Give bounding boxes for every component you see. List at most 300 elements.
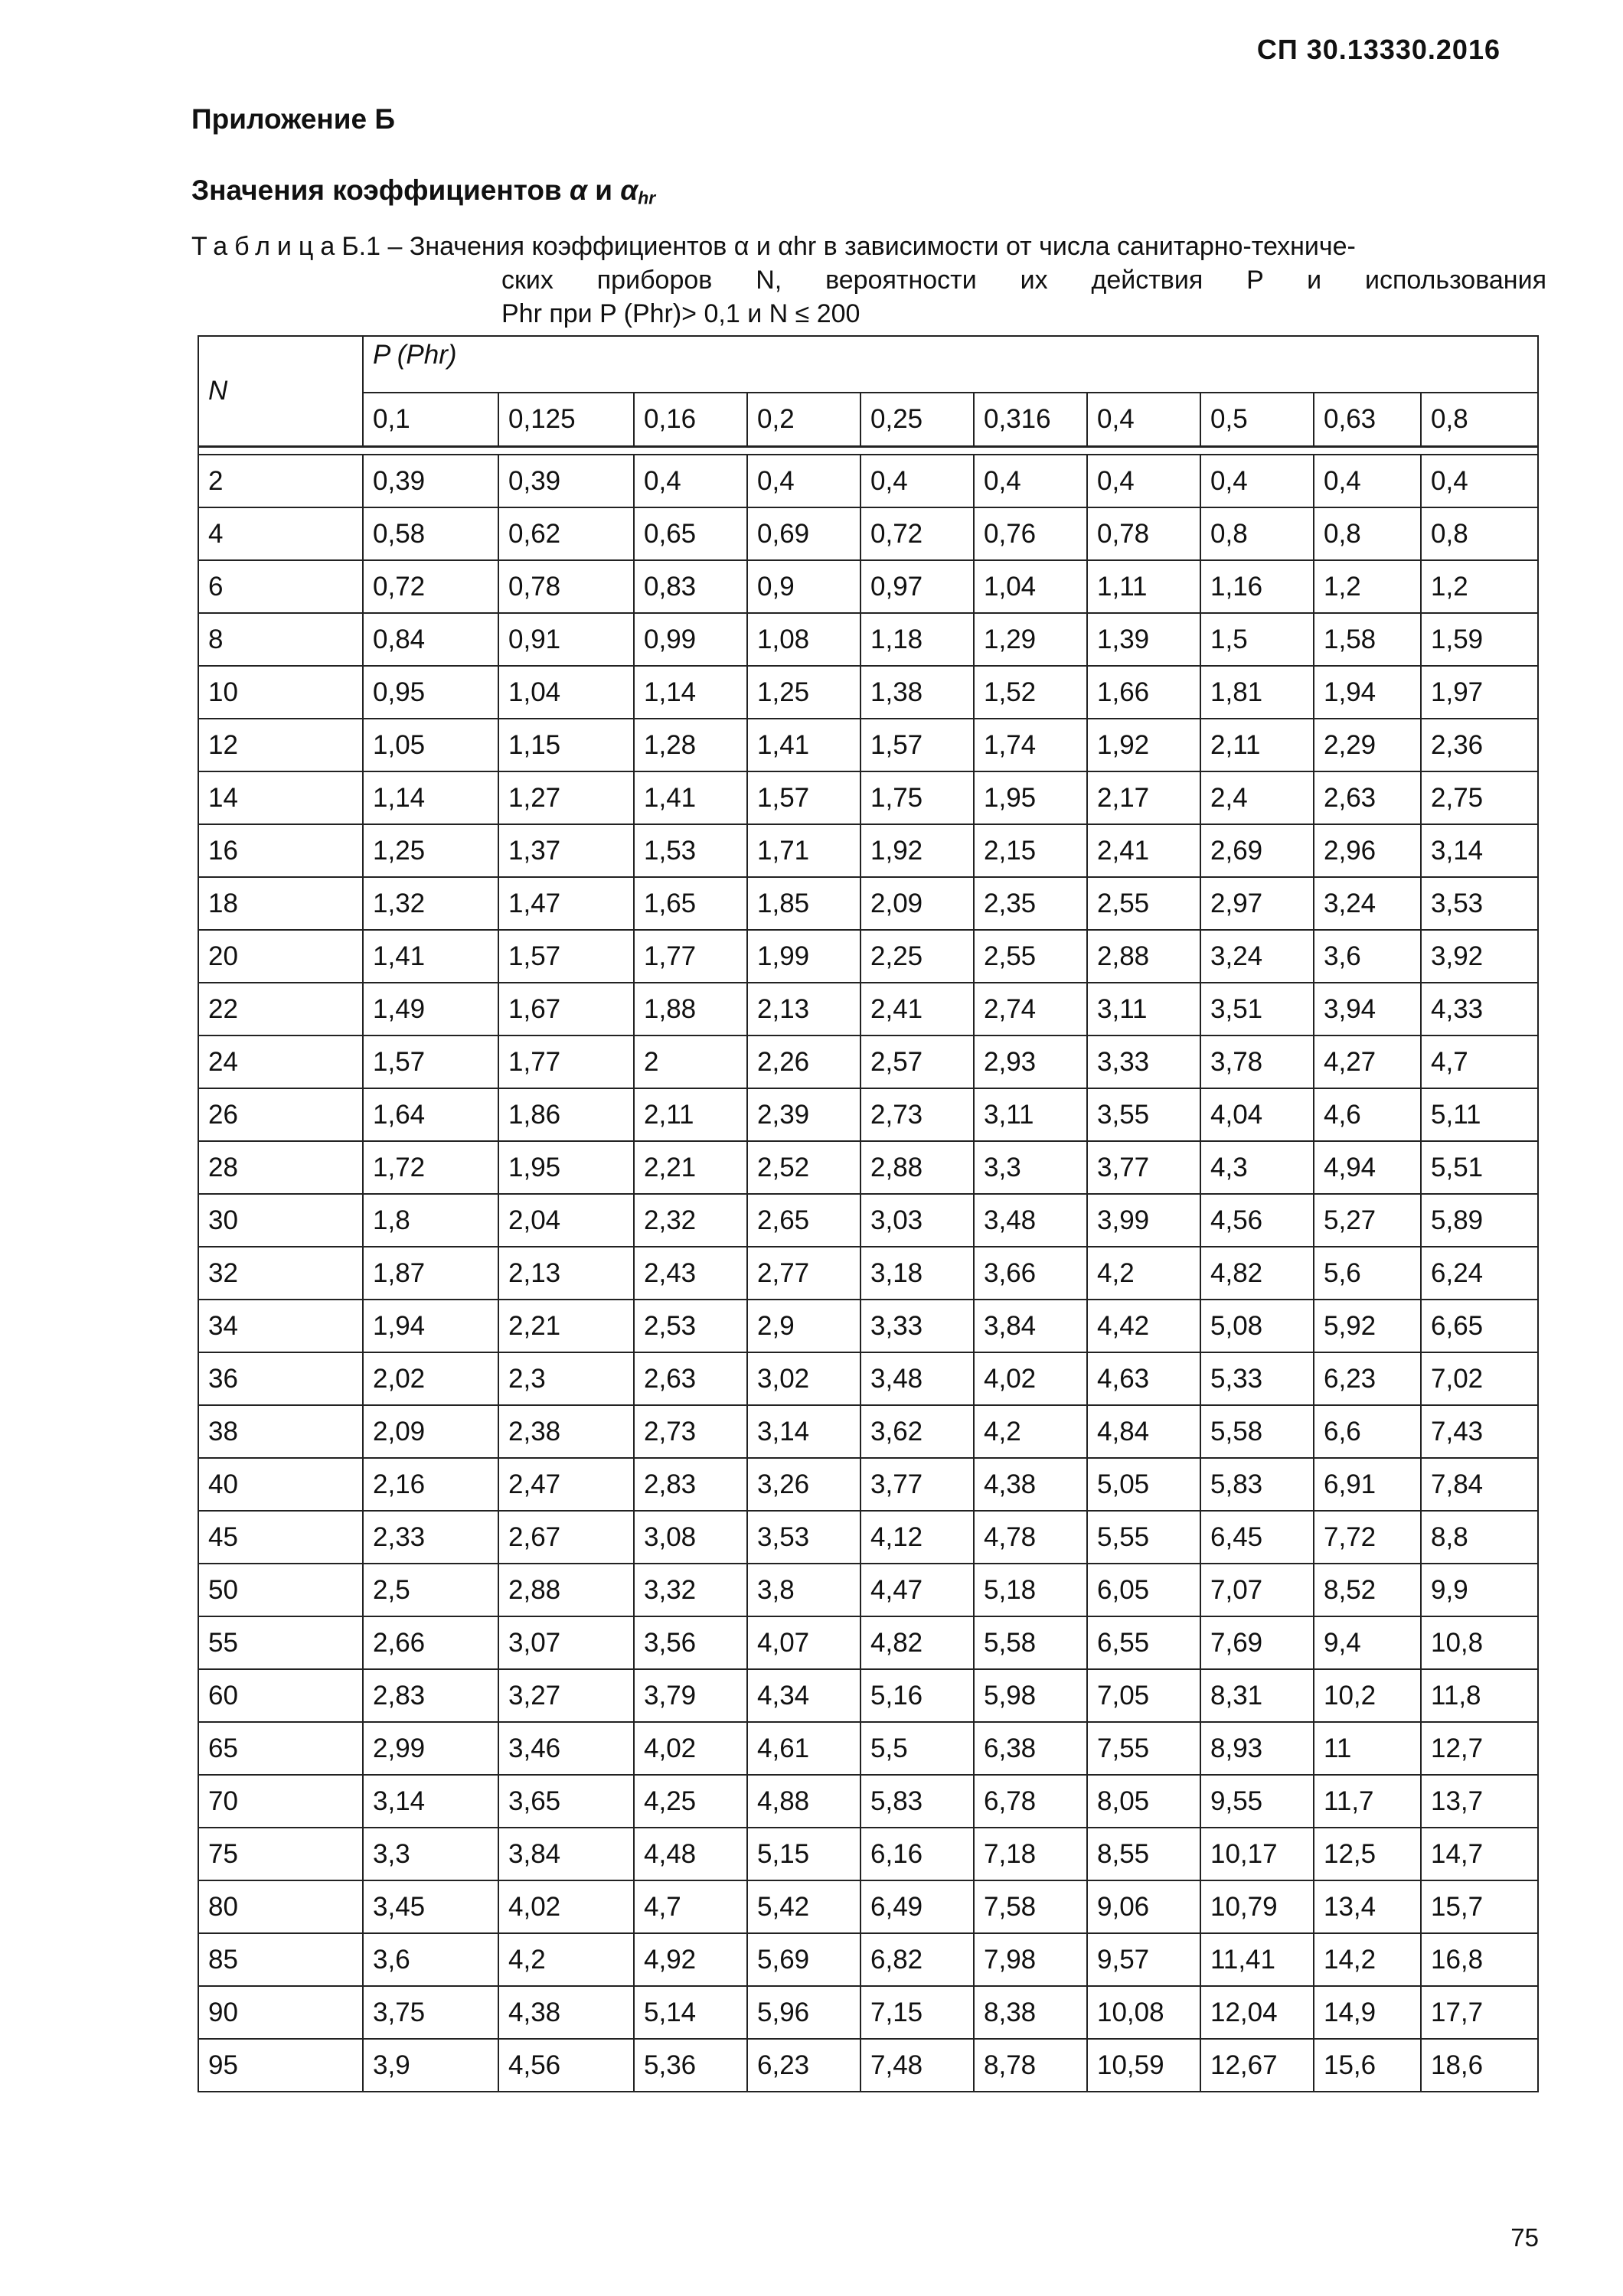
coefficient-cell: 2,96 — [1314, 824, 1421, 877]
coefficient-cell: 2,38 — [498, 1405, 634, 1458]
coefficient-cell: 5,36 — [634, 2039, 747, 2092]
coefficient-cell: 13,4 — [1314, 1880, 1421, 1933]
coefficient-cell: 6,82 — [860, 1933, 974, 1986]
coefficient-cell: 2,53 — [634, 1300, 747, 1352]
coefficient-cell: 15,6 — [1314, 2039, 1421, 2092]
coefficient-cell: 2,63 — [1314, 771, 1421, 824]
coefficient-cell: 6,23 — [747, 2039, 860, 2092]
n-cell: 26 — [198, 1088, 363, 1141]
coefficient-cell: 1,41 — [363, 930, 498, 983]
coefficient-cell: 3,75 — [363, 1986, 498, 2039]
coefficient-cell: 1,65 — [634, 877, 747, 930]
coefficient-cell: 2,66 — [363, 1616, 498, 1669]
coefficient-cell: 3,84 — [498, 1828, 634, 1880]
coefficient-cell: 1,27 — [498, 771, 634, 824]
coefficient-cell: 4,02 — [498, 1880, 634, 1933]
coefficient-cell: 4,92 — [634, 1933, 747, 1986]
coefficient-cell: 2,11 — [1200, 719, 1314, 771]
coefficient-cell: 3,77 — [1087, 1141, 1200, 1194]
coefficient-cell: 3,94 — [1314, 983, 1421, 1035]
coefficient-cell: 8,52 — [1314, 1564, 1421, 1616]
coefficient-cell: 2,32 — [634, 1194, 747, 1247]
coefficient-cell: 2,4 — [1200, 771, 1314, 824]
coefficient-cell: 4,88 — [747, 1775, 860, 1828]
coefficient-cell: 5,05 — [1087, 1458, 1200, 1511]
coefficient-cell: 1,57 — [747, 771, 860, 824]
n-cell: 12 — [198, 719, 363, 771]
coefficient-cell: 4,12 — [860, 1511, 974, 1564]
table-row — [198, 1247, 1538, 1300]
coefficient-cell: 3,66 — [974, 1247, 1087, 1300]
coefficient-cell: 1,49 — [363, 983, 498, 1035]
caption-line-3: Phr при P (Phr)> 0,1 и N ≤ 200 — [501, 299, 860, 328]
coefficient-cell: 4,82 — [1200, 1247, 1314, 1300]
coefficient-cell: 0,4 — [1421, 455, 1538, 507]
coefficient-cell: 16,8 — [1421, 1933, 1538, 1986]
coefficient-cell: 1,15 — [498, 719, 634, 771]
coefficient-cell: 3,99 — [1087, 1194, 1200, 1247]
coefficient-cell: 1,11 — [1087, 560, 1200, 613]
coefficient-cell: 3,11 — [974, 1088, 1087, 1141]
coefficient-cell: 15,7 — [1421, 1880, 1538, 1933]
coefficient-cell: 1,57 — [363, 1035, 498, 1088]
coefficient-cell: 2,41 — [1087, 824, 1200, 877]
coefficient-cell: 3,24 — [1200, 930, 1314, 983]
table-row — [198, 719, 1538, 771]
coefficient-cell: 10,59 — [1087, 2039, 1200, 2092]
n-column-header: N — [198, 336, 363, 447]
n-cell: 80 — [198, 1880, 363, 1933]
coefficient-cell: 1,85 — [747, 877, 860, 930]
coefficient-cell: 10,8 — [1421, 1616, 1538, 1669]
page-number: 75 — [1510, 2223, 1539, 2252]
coefficient-cell: 2,52 — [747, 1141, 860, 1194]
coefficient-cell: 3,24 — [1314, 877, 1421, 930]
coefficient-cell: 1,39 — [1087, 613, 1200, 666]
coefficient-cell: 3,6 — [363, 1933, 498, 1986]
coefficient-cell: 2,25 — [860, 930, 974, 983]
coefficient-cell: 5,42 — [747, 1880, 860, 1933]
n-cell: 40 — [198, 1458, 363, 1511]
coefficient-cell: 2,04 — [498, 1194, 634, 1247]
coefficient-cell: 7,98 — [974, 1933, 1087, 1986]
coefficient-cell: 1,74 — [974, 719, 1087, 771]
coefficient-cell: 3,8 — [747, 1564, 860, 1616]
coefficient-cell: 4,2 — [974, 1405, 1087, 1458]
coefficient-cell: 1,57 — [860, 719, 974, 771]
coefficient-cell: 3,6 — [1314, 930, 1421, 983]
n-cell: 14 — [198, 771, 363, 824]
coefficient-cell: 5,18 — [974, 1564, 1087, 1616]
coefficient-cell: 10,17 — [1200, 1828, 1314, 1880]
coefficient-cell: 2,02 — [363, 1352, 498, 1405]
p-value-header: 0,16 — [634, 393, 747, 447]
coefficient-cell: 4,94 — [1314, 1141, 1421, 1194]
coefficient-cell: 3,33 — [860, 1300, 974, 1352]
coefficient-cell: 6,23 — [1314, 1352, 1421, 1405]
coefficient-cell: 0,4 — [1200, 455, 1314, 507]
coefficient-cell: 1,81 — [1200, 666, 1314, 719]
section-title-and: и — [595, 174, 612, 206]
coefficient-cell: 10,79 — [1200, 1880, 1314, 1933]
coefficient-cell: 4,47 — [860, 1564, 974, 1616]
coefficient-cell: 1,2 — [1314, 560, 1421, 613]
coefficient-cell: 2,55 — [974, 930, 1087, 983]
coefficient-cell: 1,05 — [363, 719, 498, 771]
coefficient-cell: 17,7 — [1421, 1986, 1538, 2039]
coefficient-cell: 5,89 — [1421, 1194, 1538, 1247]
coefficient-cell: 2,35 — [974, 877, 1087, 930]
table-row — [198, 2039, 1538, 2092]
table-row — [198, 824, 1538, 877]
coefficient-cell: 2,9 — [747, 1300, 860, 1352]
coefficient-cell: 2,99 — [363, 1722, 498, 1775]
coefficient-cell: 4,6 — [1314, 1088, 1421, 1141]
coefficient-cell: 1,75 — [860, 771, 974, 824]
n-cell: 4 — [198, 507, 363, 560]
coefficient-cell: 3,46 — [498, 1722, 634, 1775]
coefficient-cell: 3,08 — [634, 1511, 747, 1564]
coefficient-cell: 1,25 — [363, 824, 498, 877]
coefficient-cell: 1,38 — [860, 666, 974, 719]
coefficient-cell: 2,69 — [1200, 824, 1314, 877]
coefficient-cell: 1,92 — [860, 824, 974, 877]
coefficient-cell: 4,38 — [498, 1986, 634, 2039]
coefficient-cell: 11 — [1314, 1722, 1421, 1775]
n-cell: 65 — [198, 1722, 363, 1775]
coefficient-cell: 1,77 — [634, 930, 747, 983]
p-column-header: P (Phr) — [363, 336, 1538, 393]
table-row — [198, 1088, 1538, 1141]
coefficient-cell: 2,09 — [860, 877, 974, 930]
coefficient-cell: 2,73 — [860, 1088, 974, 1141]
coefficient-cell: 3,53 — [1421, 877, 1538, 930]
coefficient-cell: 2,57 — [860, 1035, 974, 1088]
p-value-header: 0,25 — [860, 393, 974, 447]
coefficient-cell: 2,88 — [1087, 930, 1200, 983]
p-value-header: 0,125 — [498, 393, 634, 447]
coefficient-cell: 7,84 — [1421, 1458, 1538, 1511]
coefficient-cell: 8,31 — [1200, 1669, 1314, 1722]
coefficient-cell: 3,14 — [363, 1775, 498, 1828]
coefficient-cell: 3,45 — [363, 1880, 498, 1933]
coefficient-cell: 6,65 — [1421, 1300, 1538, 1352]
coefficient-cell: 1,8 — [363, 1194, 498, 1247]
coefficient-cell: 6,78 — [974, 1775, 1087, 1828]
coefficient-cell: 3,78 — [1200, 1035, 1314, 1088]
coefficient-cell: 5,16 — [860, 1669, 974, 1722]
coefficient-cell: 1,95 — [974, 771, 1087, 824]
coefficient-cell: 4,27 — [1314, 1035, 1421, 1088]
coefficient-cell: 2,41 — [860, 983, 974, 1035]
coefficient-cell: 4,2 — [498, 1933, 634, 1986]
coefficient-cell: 5,14 — [634, 1986, 747, 2039]
coefficient-cell: 6,24 — [1421, 1247, 1538, 1300]
coefficient-cell: 3,14 — [1421, 824, 1538, 877]
coefficient-cell: 1,97 — [1421, 666, 1538, 719]
coefficient-cell: 2,88 — [860, 1141, 974, 1194]
table-row — [198, 1722, 1538, 1775]
coefficient-cell: 4,7 — [634, 1880, 747, 1933]
coefficient-cell: 8,38 — [974, 1986, 1087, 2039]
coefficients-table — [198, 335, 1539, 2092]
p-value-header: 0,316 — [974, 393, 1087, 447]
table-row — [198, 1405, 1538, 1458]
coefficient-cell: 0,39 — [498, 455, 634, 507]
coefficient-cell: 9,06 — [1087, 1880, 1200, 1933]
coefficient-cell: 1,2 — [1421, 560, 1538, 613]
n-cell: 30 — [198, 1194, 363, 1247]
coefficient-cell: 2,33 — [363, 1511, 498, 1564]
coefficient-cell: 1,47 — [498, 877, 634, 930]
n-cell: 85 — [198, 1933, 363, 1986]
coefficient-cell: 4,78 — [974, 1511, 1087, 1564]
coefficient-cell: 4,7 — [1421, 1035, 1538, 1088]
coefficient-cell: 5,5 — [860, 1722, 974, 1775]
p-values-row — [198, 393, 1538, 447]
header-separator — [198, 447, 1538, 455]
table-row — [198, 1828, 1538, 1880]
coefficient-cell: 6,55 — [1087, 1616, 1200, 1669]
coefficient-cell: 3,62 — [860, 1405, 974, 1458]
n-cell: 70 — [198, 1775, 363, 1828]
table-row — [198, 1035, 1538, 1088]
coefficient-cell: 3,03 — [860, 1194, 974, 1247]
coefficient-cell: 2,21 — [634, 1141, 747, 1194]
coefficient-cell: 1,37 — [498, 824, 634, 877]
n-cell: 95 — [198, 2039, 363, 2092]
coefficient-cell: 10,2 — [1314, 1669, 1421, 1722]
coefficient-cell: 3,11 — [1087, 983, 1200, 1035]
coefficient-cell: 0,62 — [498, 507, 634, 560]
p-value-header: 0,1 — [363, 393, 498, 447]
coefficient-cell: 7,07 — [1200, 1564, 1314, 1616]
coefficient-cell: 12,04 — [1200, 1986, 1314, 2039]
coefficient-cell: 4,84 — [1087, 1405, 1200, 1458]
n-cell: 16 — [198, 824, 363, 877]
coefficient-cell: 2,15 — [974, 824, 1087, 877]
coefficient-cell: 1,94 — [1314, 666, 1421, 719]
coefficient-cell: 5,6 — [1314, 1247, 1421, 1300]
coefficient-cell: 1,53 — [634, 824, 747, 877]
coefficient-cell: 5,92 — [1314, 1300, 1421, 1352]
coefficient-cell: 12,67 — [1200, 2039, 1314, 2092]
coefficient-cell: 4,07 — [747, 1616, 860, 1669]
n-cell: 45 — [198, 1511, 363, 1564]
n-cell: 34 — [198, 1300, 363, 1352]
coefficient-cell: 5,15 — [747, 1828, 860, 1880]
coefficient-cell: 4,34 — [747, 1669, 860, 1722]
coefficient-cell: 2,65 — [747, 1194, 860, 1247]
coefficient-cell: 1,67 — [498, 983, 634, 1035]
coefficient-cell: 3,92 — [1421, 930, 1538, 983]
coefficient-cell: 0,65 — [634, 507, 747, 560]
coefficient-cell: 3,84 — [974, 1300, 1087, 1352]
coefficient-cell: 4,82 — [860, 1616, 974, 1669]
coefficient-cell: 8,93 — [1200, 1722, 1314, 1775]
caption-number: Б.1 — [341, 232, 380, 261]
coefficient-cell: 3,14 — [747, 1405, 860, 1458]
coefficient-cell: 2,29 — [1314, 719, 1421, 771]
coefficient-cell: 4,2 — [1087, 1247, 1200, 1300]
caption-text-1: Значения коэффициентов α и αhr в зависимости от числа санитарно-техниче- — [409, 232, 1356, 261]
coefficient-cell: 0,76 — [974, 507, 1087, 560]
coefficient-cell: 1,08 — [747, 613, 860, 666]
coefficient-cell: 0,78 — [1087, 507, 1200, 560]
coefficient-cell: 1,04 — [498, 666, 634, 719]
coefficient-cell: 8,55 — [1087, 1828, 1200, 1880]
coefficient-cell: 1,66 — [1087, 666, 1200, 719]
coefficient-cell: 3,55 — [1087, 1088, 1200, 1141]
table-row — [198, 983, 1538, 1035]
n-cell: 60 — [198, 1669, 363, 1722]
coefficient-cell: 0,8 — [1421, 507, 1538, 560]
coefficient-cell: 9,57 — [1087, 1933, 1200, 1986]
coefficient-cell: 1,04 — [974, 560, 1087, 613]
coefficient-cell: 2,3 — [498, 1352, 634, 1405]
coefficient-cell: 1,52 — [974, 666, 1087, 719]
coefficient-cell: 3,33 — [1087, 1035, 1200, 1088]
coefficient-cell: 5,58 — [974, 1616, 1087, 1669]
coefficient-cell: 7,15 — [860, 1986, 974, 2039]
n-cell: 38 — [198, 1405, 363, 1458]
coefficient-cell: 1,72 — [363, 1141, 498, 1194]
coefficient-cell: 2,13 — [747, 983, 860, 1035]
coefficient-cell: 2,75 — [1421, 771, 1538, 824]
coefficient-cell: 0,4 — [634, 455, 747, 507]
coefficient-cell: 1,25 — [747, 666, 860, 719]
p-value-header: 0,5 — [1200, 393, 1314, 447]
coefficient-cell: 6,05 — [1087, 1564, 1200, 1616]
coefficient-cell: 5,83 — [860, 1775, 974, 1828]
coefficient-cell: 2,21 — [498, 1300, 634, 1352]
coefficient-cell: 2,39 — [747, 1088, 860, 1141]
coefficient-cell: 2,74 — [974, 983, 1087, 1035]
coefficient-cell: 1,14 — [634, 666, 747, 719]
coefficient-cell: 0,4 — [860, 455, 974, 507]
coefficient-cell: 0,4 — [974, 455, 1087, 507]
coefficient-cell: 2,77 — [747, 1247, 860, 1300]
coefficient-cell: 5,08 — [1200, 1300, 1314, 1352]
document-code: СП 30.13330.2016 — [1256, 34, 1501, 65]
coefficient-cell: 1,88 — [634, 983, 747, 1035]
coefficient-cell: 6,91 — [1314, 1458, 1421, 1511]
caption-dash: – — [387, 232, 403, 261]
coefficient-cell: 1,14 — [363, 771, 498, 824]
coefficient-cell: 12,7 — [1421, 1722, 1538, 1775]
coefficient-cell: 2,97 — [1200, 877, 1314, 930]
coefficient-cell: 14,2 — [1314, 1933, 1421, 1986]
coefficient-cell: 2 — [634, 1035, 747, 1088]
caption-line-1 — [191, 230, 1546, 263]
coefficient-cell: 6,38 — [974, 1722, 1087, 1775]
coefficient-cell: 2,83 — [363, 1669, 498, 1722]
coefficient-cell: 1,86 — [498, 1088, 634, 1141]
p-value-header: 0,8 — [1421, 393, 1538, 447]
coefficient-cell: 5,98 — [974, 1669, 1087, 1722]
coefficient-cell: 3,65 — [498, 1775, 634, 1828]
coefficient-cell: 1,5 — [1200, 613, 1314, 666]
coefficient-cell: 0,9 — [747, 560, 860, 613]
coefficient-cell: 0,72 — [363, 560, 498, 613]
coefficient-cell: 1,29 — [974, 613, 1087, 666]
coefficient-cell: 4,25 — [634, 1775, 747, 1828]
coefficient-cell: 0,91 — [498, 613, 634, 666]
coefficient-cell: 4,04 — [1200, 1088, 1314, 1141]
coefficient-cell: 2,47 — [498, 1458, 634, 1511]
coefficient-cell: 8,8 — [1421, 1511, 1538, 1564]
coefficient-cell: 7,02 — [1421, 1352, 1538, 1405]
coefficient-cell: 3,27 — [498, 1669, 634, 1722]
coefficient-cell: 0,99 — [634, 613, 747, 666]
coefficient-cell: 1,87 — [363, 1247, 498, 1300]
coefficient-cell: 2,93 — [974, 1035, 1087, 1088]
coefficient-cell: 6,49 — [860, 1880, 974, 1933]
coefficient-cell: 3,9 — [363, 2039, 498, 2092]
coefficient-cell: 9,4 — [1314, 1616, 1421, 1669]
coefficient-cell: 1,57 — [498, 930, 634, 983]
coefficient-cell: 3,79 — [634, 1669, 747, 1722]
table-body — [198, 447, 1538, 2092]
n-cell: 22 — [198, 983, 363, 1035]
coefficient-cell: 1,41 — [634, 771, 747, 824]
coefficient-cell: 7,72 — [1314, 1511, 1421, 1564]
table-row — [198, 1564, 1538, 1616]
section-title — [191, 174, 655, 209]
coefficient-cell: 11,8 — [1421, 1669, 1538, 1722]
coefficient-cell: 1,92 — [1087, 719, 1200, 771]
p-value-header: 0,4 — [1087, 393, 1200, 447]
coefficient-cell: 2,17 — [1087, 771, 1200, 824]
coefficient-cell: 7,48 — [860, 2039, 974, 2092]
coefficient-cell: 0,72 — [860, 507, 974, 560]
n-cell: 55 — [198, 1616, 363, 1669]
p-value-header: 0,2 — [747, 393, 860, 447]
p-value-header: 0,63 — [1314, 393, 1421, 447]
caption-label: Таблица — [191, 232, 342, 261]
coefficient-cell: 5,58 — [1200, 1405, 1314, 1458]
n-cell: 18 — [198, 877, 363, 930]
coefficient-cell: 4,02 — [974, 1352, 1087, 1405]
section-title-text: Значения коэффициентов — [191, 174, 562, 206]
table-row — [198, 1775, 1538, 1828]
coefficient-cell: 12,5 — [1314, 1828, 1421, 1880]
coefficient-cell: 5,83 — [1200, 1458, 1314, 1511]
appendix-title: Приложение Б — [191, 103, 395, 135]
coefficient-cell: 1,58 — [1314, 613, 1421, 666]
coefficient-cell: 0,69 — [747, 507, 860, 560]
n-cell: 20 — [198, 930, 363, 983]
coefficient-cell: 2,26 — [747, 1035, 860, 1088]
coefficient-cell: 0,4 — [747, 455, 860, 507]
coefficient-cell: 1,28 — [634, 719, 747, 771]
coefficient-cell: 1,95 — [498, 1141, 634, 1194]
coefficient-cell: 3,32 — [634, 1564, 747, 1616]
alpha-hr-symbol: $\alpha_{hr}$ — [620, 174, 656, 208]
coefficient-cell: 5,27 — [1314, 1194, 1421, 1247]
coefficient-cell: 7,55 — [1087, 1722, 1200, 1775]
coefficient-cell: 3,18 — [860, 1247, 974, 1300]
table-row — [198, 1669, 1538, 1722]
coefficient-cell: 4,33 — [1421, 983, 1538, 1035]
coefficient-cell: 3,51 — [1200, 983, 1314, 1035]
table-row — [198, 1880, 1538, 1933]
coefficient-cell: 18,6 — [1421, 2039, 1538, 2092]
table-row — [198, 877, 1538, 930]
coefficient-cell: 1,64 — [363, 1088, 498, 1141]
coefficient-cell: 3,77 — [860, 1458, 974, 1511]
coefficient-cell: 7,69 — [1200, 1616, 1314, 1669]
